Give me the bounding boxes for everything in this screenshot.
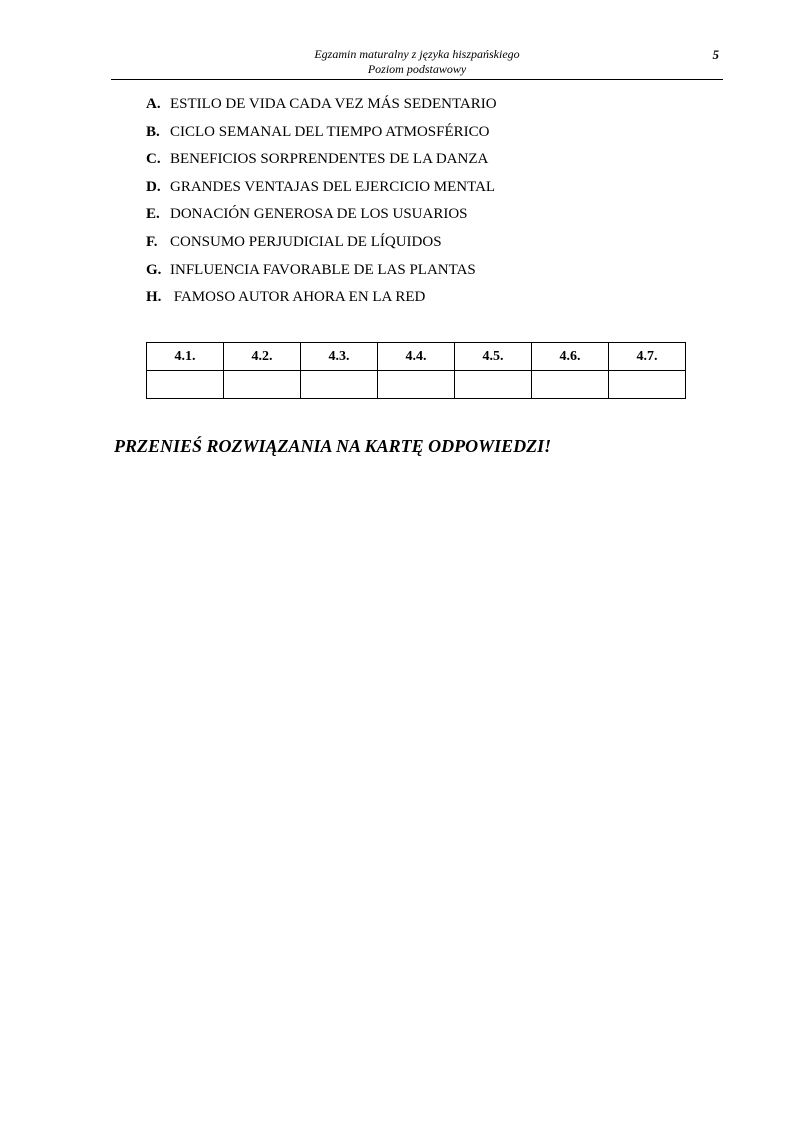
question-number-cell: 4.3. (301, 343, 378, 371)
answer-table-header-row (147, 343, 686, 371)
option-letter: F. (146, 233, 158, 250)
option-f (146, 232, 706, 260)
option-c (146, 149, 706, 177)
transfer-answers-notice: PRZENIEŚ ROZWIĄZANIA NA KARTĘ ODPOWIEDZI! (114, 436, 552, 456)
answer-cell-4-4[interactable] (378, 371, 455, 399)
answer-cell-4-1[interactable] (147, 371, 224, 399)
question-number-cell: 4.1. (147, 343, 224, 371)
option-text: GRANDES VENTAJAS DEL EJERCICIO MENTAL (170, 178, 496, 195)
answer-cell-4-7[interactable] (609, 371, 686, 399)
option-h (146, 287, 706, 315)
option-a (146, 94, 706, 122)
heading-options-list (146, 94, 706, 315)
question-number-cell: 4.5. (455, 343, 532, 371)
option-letter: D. (146, 178, 161, 195)
option-text: DONACIÓN GENEROSA DE LOS USUARIOS (170, 206, 468, 223)
option-text: FAMOSO AUTOR AHORA EN LA RED (170, 289, 426, 306)
exam-level: Poziom podstawowy (367, 62, 467, 76)
answer-table-answer-row (147, 371, 686, 399)
option-text: CONSUMO PERJUDICIAL DE LÍQUIDOS (170, 233, 442, 250)
answer-cell-4-2[interactable] (224, 371, 301, 399)
option-letter: A. (146, 96, 161, 112)
option-b (146, 122, 706, 150)
answer-cell-4-6[interactable] (532, 371, 609, 399)
option-g (146, 260, 706, 288)
page-header (111, 47, 723, 80)
option-text: INFLUENCIA FAVORABLE DE LAS PLANTAS (170, 261, 476, 278)
option-letter: E. (146, 206, 160, 223)
question-number-cell: 4.2. (224, 343, 301, 371)
option-d (146, 177, 706, 205)
option-text: CICLO SEMANAL DEL TIEMPO ATMOSFÉRICO (170, 123, 490, 140)
option-letter: C. (146, 151, 161, 168)
answer-cell-4-3[interactable] (301, 371, 378, 399)
option-text: ESTILO DE VIDA CADA VEZ MÁS SEDENTARIO (170, 96, 497, 112)
answer-cell-4-5[interactable] (455, 371, 532, 399)
option-e (146, 204, 706, 232)
option-text: BENEFICIOS SORPRENDENTES DE LA DANZA (170, 151, 489, 168)
answer-table (146, 342, 686, 399)
question-number-cell: 4.6. (532, 343, 609, 371)
option-letter: B. (146, 123, 160, 140)
exam-title: Egzamin maturalny z języka hiszpańskiego (314, 47, 520, 61)
option-letter: G. (146, 261, 162, 278)
question-number-cell: 4.7. (609, 343, 686, 371)
page-number: 5 (712, 47, 719, 62)
option-letter: H. (146, 289, 162, 306)
question-number-cell: 4.4. (378, 343, 455, 371)
